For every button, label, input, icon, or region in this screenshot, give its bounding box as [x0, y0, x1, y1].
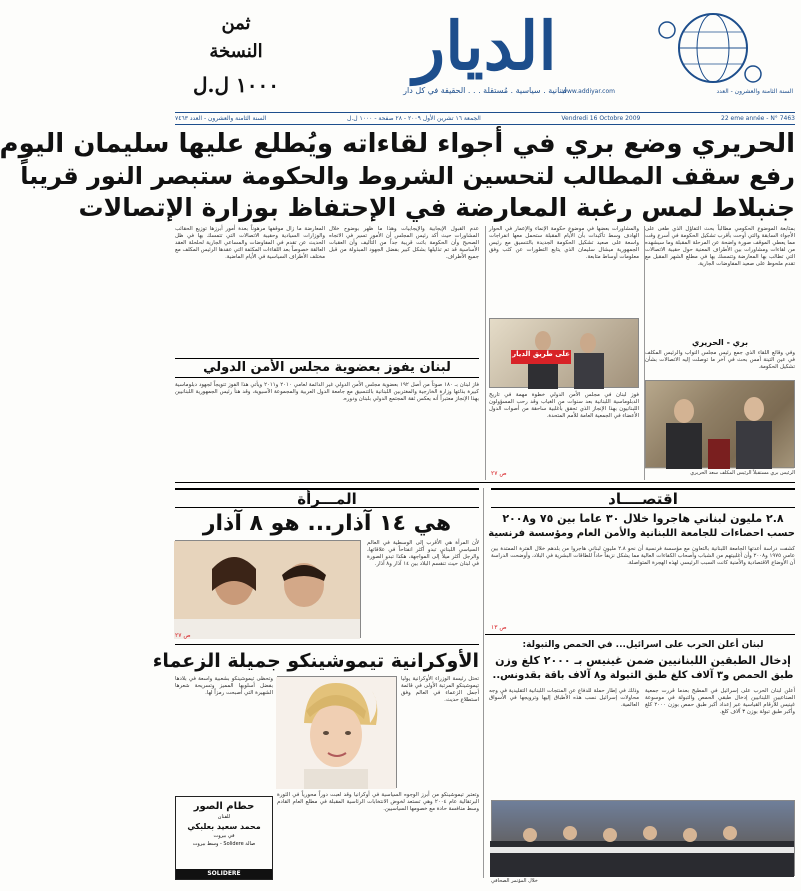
column-rule-2: [485, 226, 486, 480]
hummus-headline-1[interactable]: لبنان أعلن الحرب على اسرائيل... في الحمص والتبولة:: [522, 640, 764, 650]
berri-box-header: على طريق الديار: [511, 350, 571, 364]
price-box: [181, 14, 291, 96]
hummus-text-2: وذلك في إطار حملة للدفاع عن المنتجات اللبنانية التقليدية في وجه محاولات إسرائيل نسب هذه الأطباق إليها وترويجها في الأسواق العالمية.: [489, 688, 639, 708]
woman-section-header: المـــرأة: [175, 488, 479, 508]
economy-headline-1[interactable]: ٢.٨ مليون لبناني هاجروا خلال ٣٠ عاما بين ٧٥ و٢٠٠٨: [502, 512, 784, 525]
lebanon-un-text: فاز لبنان بـ ١٨٠ صوتاً من أصل ١٩٢ بعضوية مجلس الأمن الدولي غير الدائمة لعامي ٢٠١٠ و٢٠١١ ويأتي هذا الفوز تتويجاً لجهود دبلوماسية كبيرة بذلتها وزارة الخارجية والمغتربين اللبنانية بالتنسيق مع جامعة الدول العربية والمجموعة الآسيوية، وقد هنأ رئيس الجمهورية اللبنانيين بهذا الإنجاز معتبراً أنه يعكس ثقة المجتمع الدولي بلبنان ودوره.: [175, 382, 479, 402]
lebanon-un-headline[interactable]: لبنان يفوز بعضوية مجلس الأمن الدولي: [175, 358, 479, 378]
section-divider-3: [175, 644, 479, 645]
price-label-2: النسخة: [209, 41, 263, 62]
tymoshenko-headline[interactable]: الأوكرانية تيموشينكو جميلة الزعماء: [152, 650, 479, 672]
article-text-col-mid: والمشاورات بعضها في موضوع حكومة الإنماء والإعمار في الحوار الهادف وسط تأكيدات بأن الأيام المقبلة ستحمل معها انفراجات واسعة على صعيد تشكيل الحكومة الجديدة بالتنسيق مع رئيس الجمهورية ميشال سليمان الذي يتابع التطورات عن كثب وفق معلومات أوساط متابعة.: [489, 226, 639, 260]
article-text-col-right: بمتابعة الموضوع الحكومي مطالباً بحث التفاؤل الذي طغى على الأجواء السابقة والتي أوحت بأقرب تشكيل الحكومة في أسرع وقت مما يعطي الموقف صورة واضحة عن المرحلة المقبلة وما سيشهده من لقاءات ومشاورات بين الأطراف المعنية حول حقيبة الاتصالات التي تطالب بها المعارضة وتتمسك بها في مطلع الشهر المقبل مع تقدم ملحوظ على صعيد المفاوضات الجارية.: [645, 226, 795, 267]
tymoshenko-text-bottom: وتعتبر تيموشينكو من أبرز الوجوه السياسية في أوكرانيا وقد لعبت دوراً محورياً في الثورة البرتقالية عام ٢٠٠٤ وهي تستعد لخوض الانتخابات الرئاسية المقبلة في مطلع العام القادم وسط منافسة حادة مع خصومها السياسيين.: [277, 792, 479, 812]
exhibition-artist: محمد سعيد بعلبكي: [187, 822, 261, 831]
woman-headline[interactable]: هي ١٤ آذار... هو ٨ آذار: [202, 511, 452, 536]
photo-caption: الرئيس بري مستقبلاً الرئيس المكلف سعد الحريري: [690, 470, 795, 476]
hummus-text: أعلن لبنان الحرب على إسرائيل في المطبخ بعدما قررت جمعية الصناعيين اللبنانيين إدخال طبقي الحمص والتبولة في موسوعة غينيس للأرقام القياسية عبر إعداد أكبر طبق حمص بوزن ٢٠٠٠ كلغ وأكبر طبق تبولة بوزن ٣ آلاف كلغ.: [645, 688, 795, 715]
date-ar: الجمعة ١٦ تشرين الأول ٢٠٠٩ - ٢٨ صفحة - ١٠٠٠ ل.ل: [346, 115, 481, 122]
newspaper-logo[interactable]: الديار: [413, 7, 557, 85]
economy-section-header: اقتصــــاد: [491, 488, 795, 508]
headline-3[interactable]: جنبلاط لمس رغبة المعارضة في الإحتفاظ بوزارة الإتصالات: [78, 193, 795, 222]
article-text-col-left: المعارضة ما زال موقفها مرهوناً بعدة أمور أبرزها توزيع الحقائب والوزارات السيادية وحقيبة الاتصالات التي تتمسك بها في ظل الحديث عن تقدم في المفاوضات والمساعي الجارية لحلحلة العقد العالقة خصوصاً بعد اللقاءات المكثفة التي عقدها الرئيس المكلف مع مختلف الأطراف السياسية في الأيام الماضية.: [175, 226, 325, 260]
solidere-logo: SOLIDERE: [176, 869, 272, 879]
economy-text: كشفت دراسة أعدتها الجامعة اللبنانية بالتعاون مع مؤسسة فرنسية أن نحو ٢.٨ مليون لبناني هاجروا من بلدهم خلال الفترة الممتدة بين عامي ١٩٧٥ و٢٠٠٨ وأن أغلبيتهم من الشباب وأصحاب الكفاءات العالية مما يشكل نزيفاً حاداً للطاقات البشرية في البلاد، وأوضحت الدراسة أن الأوضاع الاقتصادية والأمنية كانت السبب الرئيسي لهذه الهجرة المتواصلة.: [491, 546, 795, 566]
price-label: ثمن: [221, 13, 251, 34]
column-rule-3: [483, 488, 484, 878]
price-value: ١٠٠٠ ل.ل: [193, 73, 279, 97]
hummus-headline-3[interactable]: طبق الحمص و٣ آلاف كلغ طبق التبولة و٨ آلاف باقة بقدونس..: [492, 670, 794, 681]
exhibition-by: للفنان: [217, 814, 231, 820]
dateline-bar: [175, 112, 795, 125]
exhibition-details: صالة Solidere - وسط بيروت: [192, 841, 256, 847]
berri-hariri-photo: [645, 380, 795, 468]
headline-1[interactable]: الحريري وضع بري في أجواء لقاءاته ويُطلع عليها سليمان اليوم: [0, 129, 795, 159]
article-text-col-mid-2: فوز لبنان في مجلس الأمن الدولي خطوة مهمة في تاريخ الدبلوماسية اللبنانية بعد سنوات من الغياب وقد رحب المسؤولون اللبنانيون بهذا الإنجاز الذي تحقق بأغلبية ساحقة من أصوات الدول الأعضاء في الجمعية العامة للأمم المتحدة.: [489, 392, 639, 419]
tymoshenko-text-right: تحتل رئيسة الوزراء الأوكرانية يوليا تيموشينكو المرتبة الأولى في قائمة أجمل الزعماء في العالم وفق استطلاع حديث.: [401, 676, 479, 703]
tymoshenko-text-left: وتحظى تيموشينكو بشعبية واسعة في بلادها بفضل أسلوبها المميز وتسريحة شعرها الشهيرة التي أصبحت رمزاً لها.: [175, 676, 273, 696]
masthead: [175, 4, 795, 112]
economy-headline-2[interactable]: حسب احصاءات للجامعة اللبنانية والأمن العام ومؤسسة فرنسية: [488, 528, 795, 539]
economy-continued[interactable]: ص ١٣: [491, 624, 507, 631]
main-headlines: [0, 128, 795, 224]
press-photo-caption: خلال المؤتمر الصحافي: [491, 878, 538, 884]
hummus-headline-2[interactable]: إدخال الطبقين اللبنانيين ضمن غينيس بـ ٢٠٠٠ كلغ وزن: [495, 654, 791, 667]
tymoshenko-photo: [277, 676, 397, 788]
woman-text: لأن المرأة هي الأقرب إلى الوسطية في العالم السياسي اللبناني تبدو أكثر انفتاحاً في علاقاتها، والرجل أكثر ميلاً إلى المواجهة، هكذا تبدو الصورة في لبنان حيث تنقسم البلاد بين ١٤ آذار و٨ آذار.: [367, 540, 479, 567]
exhibition-ad-box[interactable]: [175, 796, 273, 880]
article-text-col-right-2: وفي وقائع اللقاء الذي جمع رئيس مجلس النواب والرئيس المكلف في عين التينة أمس بحث في آخر ما توصلت إليه الاتصالات بشأن تشكيل الحكومة.: [645, 350, 795, 370]
press-conference-photo: [491, 800, 795, 876]
section-divider: [175, 482, 795, 483]
woman-continued[interactable]: ص ٢٧: [175, 632, 191, 639]
founder-line: السنة الثامنة والعشرون - العدد: [716, 88, 793, 95]
globe-logo-icon: [653, 10, 765, 86]
continued-link[interactable]: ص ٢٧: [491, 470, 507, 477]
tagline: لبنانية . سياسية . مُستقلة . . . الحقيقة في كل دار: [403, 86, 567, 95]
couple-photo: [175, 540, 361, 638]
section-divider-2: [485, 634, 795, 635]
headline-2[interactable]: رفع سقف المطالب لتحسين الشروط والحكومة ستبصر النور قريباً: [20, 162, 795, 190]
berri-hariri-subhead: بري - الحريري: [691, 338, 748, 347]
article-text-col-left-b: عدم القبول الإيجابية والإيجابيات وهذا ما ظهر بوضوح خلال المشاورات حيث أكد رئيس المجلس أن الأمور تسير في الاتجاه الصحيح وأن الحكومة باتت قريبة جداً من التأليف وأن العقبات الأساسية قد تم تذليلها بشكل كبير بفضل الجهود المبذولة من قبل جميع الأطراف.: [329, 226, 479, 260]
exhibition-venue: في بيروت: [213, 833, 235, 839]
date-fr: Vendredi 16 Octobre 2009: [561, 115, 641, 122]
website-link[interactable]: www.addiyar.com: [562, 88, 615, 95]
issue-number-fr: 22 eme année - N° 7463: [721, 115, 795, 122]
exhibition-title: حطام الصور: [193, 801, 255, 812]
issue-number-ar: السنة الثامنة والعشرون - العدد ٧٤٦٣: [175, 115, 267, 122]
column-rule: [644, 226, 645, 480]
